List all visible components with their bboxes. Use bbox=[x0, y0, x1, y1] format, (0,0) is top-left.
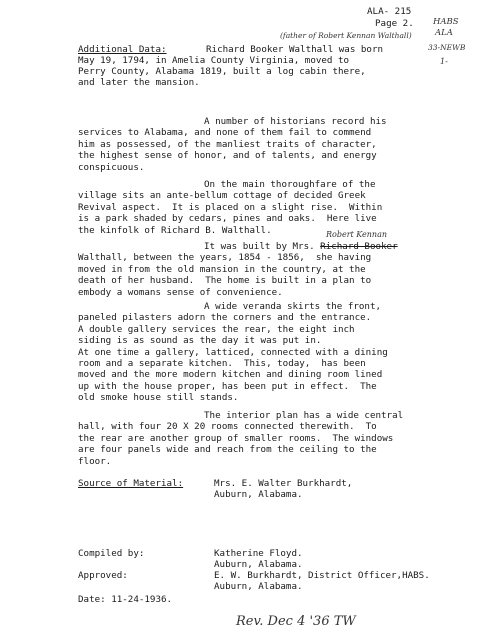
paragraph-historians bbox=[78, 116, 464, 173]
paragraph-line: room and a separate kitchen. This, today, has been bbox=[78, 358, 366, 370]
paragraph-line: is a park shaded by cedars, pines and oaks. Here live bbox=[78, 213, 377, 225]
built-by-text: It was built by Mrs. bbox=[204, 241, 321, 252]
paragraph-line: conspicuous. bbox=[78, 161, 145, 173]
header-ala: ALA bbox=[435, 28, 453, 38]
source-line-1: Auburn, Alabama. bbox=[214, 489, 303, 500]
paragraph-line: old smoke house still stands. bbox=[78, 392, 239, 404]
date: Date: 11-24-1936. bbox=[78, 594, 173, 605]
additional-data-line-2: Perry County, Alabama 1819, built a log cabin there, bbox=[78, 66, 366, 77]
header-code: 33-NEWB bbox=[428, 43, 466, 52]
compiled-line-0: Katherine Floyd. bbox=[214, 548, 303, 559]
paragraph-line: Revival aspect. It is placed on a slight rise. Within bbox=[78, 201, 383, 213]
handwritten-note: (father of Robert Kennan Walthall) bbox=[280, 31, 412, 40]
compiled-label: Compiled by: bbox=[78, 548, 145, 559]
handwritten-insert: Robert Kennan bbox=[326, 230, 387, 239]
additional-data-label: Additional Data: bbox=[78, 44, 167, 55]
paragraph-line: embody a womans sense of convenience. bbox=[78, 286, 283, 298]
approved-label: Approved: bbox=[78, 570, 128, 581]
paragraph-line: the kinfolk of Richard B. Walthall. bbox=[78, 224, 272, 236]
paragraph-line: hall, with four 20 X 20 rooms connected therewith. To bbox=[78, 421, 377, 433]
paragraph-line: floor. bbox=[78, 455, 112, 467]
paragraph-built bbox=[78, 241, 464, 298]
paragraph-line: Walthall, between the years, 1854 - 1856, she having bbox=[78, 252, 372, 264]
paragraph-line: death of her husband. The home is built in a plan to bbox=[78, 275, 372, 287]
paragraph-line: moved in from the old mansion in the country, at the bbox=[78, 263, 366, 275]
paragraph-line: paneled pilasters adorn the corners and the entrance. bbox=[78, 312, 372, 324]
paragraph-line: A number of historians record his bbox=[204, 116, 387, 127]
paragraph-first-line bbox=[78, 241, 464, 252]
approved-line-1: Auburn, Alabama. bbox=[214, 581, 303, 592]
struck-name: Richard Booker bbox=[320, 241, 398, 252]
paragraph-line: A wide veranda skirts the front, bbox=[204, 301, 382, 312]
additional-data-line-1: May 19, 1794, in Amelia County Virginia, moved to bbox=[78, 55, 350, 66]
source-line-0: Mrs. E. Walter Burkhardt, bbox=[214, 478, 353, 489]
paragraph-interior bbox=[78, 410, 464, 467]
compiled-line-1: Auburn, Alabama. bbox=[214, 559, 303, 570]
revision-note: Rev. Dec 4 '36 TW bbox=[236, 614, 356, 629]
header-habs: HABS bbox=[433, 17, 459, 27]
paragraph-line: The interior plan has a wide central bbox=[204, 410, 404, 421]
header-page: Page 2. bbox=[375, 18, 414, 29]
paragraph-veranda bbox=[78, 301, 464, 404]
paragraph-line: are four panels wide and reach from the ceiling to the bbox=[78, 444, 377, 456]
paragraph-line: up with the house proper, has been put in effect. The bbox=[78, 380, 377, 392]
paragraph-line: him as possessed, of the manliest traits of character, bbox=[78, 138, 377, 150]
paragraph-line: A double gallery services the rear, the eight inch bbox=[78, 323, 355, 335]
paragraph-line: moved and the more modern kitchen and dining room lined bbox=[78, 369, 383, 381]
additional-data-line-3: and later the mansion. bbox=[78, 77, 200, 88]
source-label: Source of Material: bbox=[78, 478, 184, 489]
paragraph-line: the highest sense of honor, and of talents, and energy bbox=[78, 150, 377, 162]
paragraph-line: services to Alabama, and none of them fail to commend bbox=[78, 127, 372, 139]
paragraph-line: village sits an ante-bellum cottage of decided Greek bbox=[78, 190, 366, 202]
paragraph-line: siding is as sound as the day it was put in. bbox=[78, 335, 322, 347]
header-ref: ALA- 215 bbox=[367, 6, 412, 17]
header-number: 1- bbox=[440, 57, 448, 66]
approved-line-0: E. W. Burkhardt, District Officer,HABS. bbox=[214, 570, 430, 581]
paragraph-line: On the main thoroughfare of the bbox=[204, 179, 376, 190]
additional-data-line-0: Richard Booker Walthall was born bbox=[206, 44, 384, 55]
paragraph-line: At one time a gallery, latticed, connected with a dining bbox=[78, 346, 388, 358]
paragraph-line: the rear are another group of smaller rooms. The windows bbox=[78, 432, 394, 444]
paragraph-cottage bbox=[78, 179, 464, 236]
